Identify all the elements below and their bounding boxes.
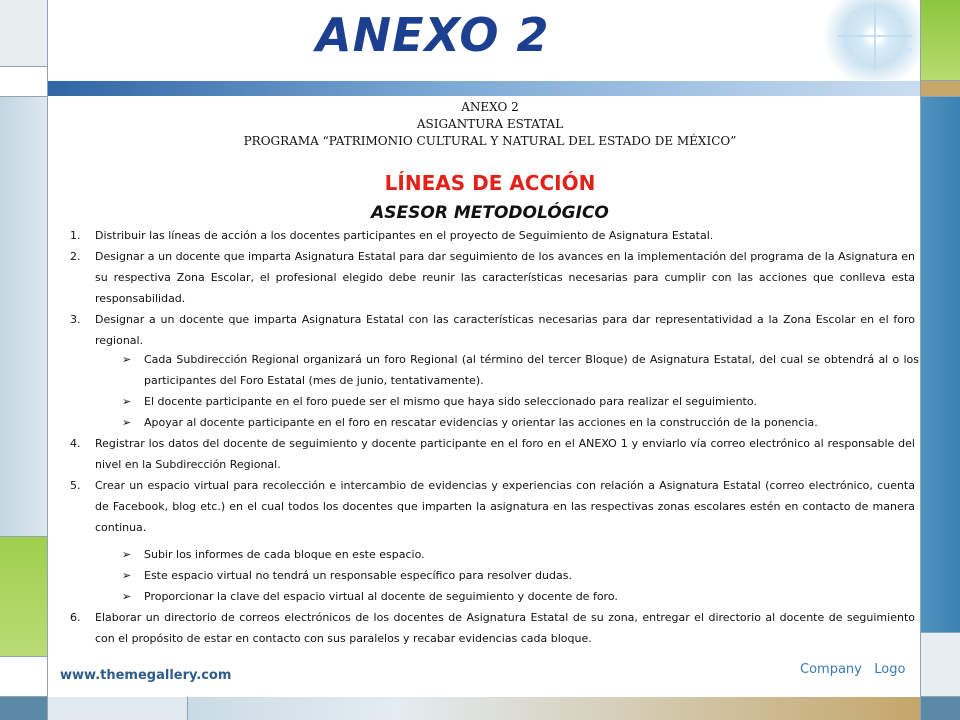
bottom-decorative-bar-left xyxy=(48,697,188,720)
list-item-number: 5. xyxy=(70,479,81,492)
arrow-bullet-icon: ➢ xyxy=(122,590,132,603)
left-panel-band xyxy=(0,66,48,96)
right-panel-blue xyxy=(920,96,960,632)
list-item-number: 1. xyxy=(70,229,81,242)
bullet-text: Este espacio virtual no tendrá un responsable específico para resolver dudas. xyxy=(144,569,572,582)
list-item-text: Crear un espacio virtual para recolección e intercambio de evidencias y experiencias con relación a Asignatura Estatal (correo electrónico, cuenta de Facebook, blog etc.) en el cual todos los docentes que imparten la asignatura en las respectivas zonas escolares estén en contacto de manera continua. xyxy=(95,479,915,534)
right-panel-tan xyxy=(920,80,960,96)
list-item-text: Designar a un docente que imparta Asignatura Estatal para dar seguimiento de los avances en la implementación del programa de la Asignatura en su respectiva Zona Escolar, el profesional elegido debe reunir las características necesarias para cumplir con las acciones que conlleva esta responsabilidad. xyxy=(95,250,915,305)
arrow-bullet-icon: ➢ xyxy=(122,353,132,366)
arrow-bullet-icon: ➢ xyxy=(122,395,132,408)
left-panel-white xyxy=(0,656,48,696)
list-item-text: Designar a un docente que imparta Asignatura Estatal con las características necesarias para dar representatividad a la Zona Escolar en el foro regional. xyxy=(95,313,915,347)
title-underline-band xyxy=(48,81,920,96)
list-item-number: 4. xyxy=(70,437,81,450)
bullet-text: Proporcionar la clave del espacio virtual al docente de seguimiento y docente de foro. xyxy=(144,590,618,603)
left-panel-top xyxy=(0,0,48,66)
sparkle-decoration xyxy=(820,0,920,80)
company-logo: Company Logo xyxy=(800,662,906,677)
list-item-text: Elaborar un directorio de correos electrónicos de los docentes de Asignatura Estatal de su zona, entregar el directorio al docente de seguimiento con el propósito de estar en contacto con sus paralelos y recabar evidencias cada bloque. xyxy=(95,611,915,645)
left-panel-green xyxy=(0,536,48,656)
bullet-text: Cada Subdirección Regional organizará un foro Regional (al término del tercer Bloque) de Asignatura Estatal, del cual se obtendrá al o los participantes del Foro Estatal (mes de junio, tentativamente). xyxy=(144,353,919,387)
doc-subheading: ASESOR METODOLÓGICO xyxy=(371,203,609,223)
bullet-text: El docente participante en el foro puede ser el mismo que haya sido seleccionado para realizar el seguimiento. xyxy=(144,395,757,408)
right-panel-green xyxy=(920,0,960,80)
footer-website-link[interactable]: www.themegallery.com xyxy=(60,668,232,683)
bullet-text: Apoyar al docente participante en el foro en rescatar evidencias y orientar las acciones en la construcción de la ponencia. xyxy=(144,416,818,429)
arrow-bullet-icon: ➢ xyxy=(122,416,132,429)
doc-header-line-3: PROGRAMA “PATRIMONIO CULTURAL Y NATURAL DEL ESTADO DE MÉXICO” xyxy=(243,134,737,148)
list-item-number: 3. xyxy=(70,313,81,326)
list-item-number: 6. xyxy=(70,611,81,624)
doc-header-line-1: ANEXO 2 xyxy=(461,100,519,114)
list-item-text: Registrar los datos del docente de seguimiento y docente participante en el foro en el ANEXO 1 y enviarlo vía correo electrónico al responsable del nivel en la Subdirección Regional. xyxy=(95,437,915,471)
list-item-number: 2. xyxy=(70,250,81,263)
right-panel-light xyxy=(920,632,960,696)
right-panel-bottom xyxy=(920,696,960,720)
doc-header-line-2: ASIGANTURA ESTATAL xyxy=(416,117,564,131)
slide-title: ANEXO 2 xyxy=(316,8,550,62)
doc-heading: LÍNEAS DE ACCIÓN xyxy=(384,171,596,195)
arrow-bullet-icon: ➢ xyxy=(122,548,132,561)
left-panel-blue xyxy=(0,96,48,536)
document-scan xyxy=(60,97,920,657)
bullet-text: Subir los informes de cada bloque en este espacio. xyxy=(144,548,425,561)
left-panel-bottom xyxy=(0,696,48,720)
arrow-bullet-icon: ➢ xyxy=(122,569,132,582)
list-item-text: Distribuir las líneas de acción a los docentes participantes en el proyecto de Seguimiento de Asignatura Estatal. xyxy=(95,229,714,242)
